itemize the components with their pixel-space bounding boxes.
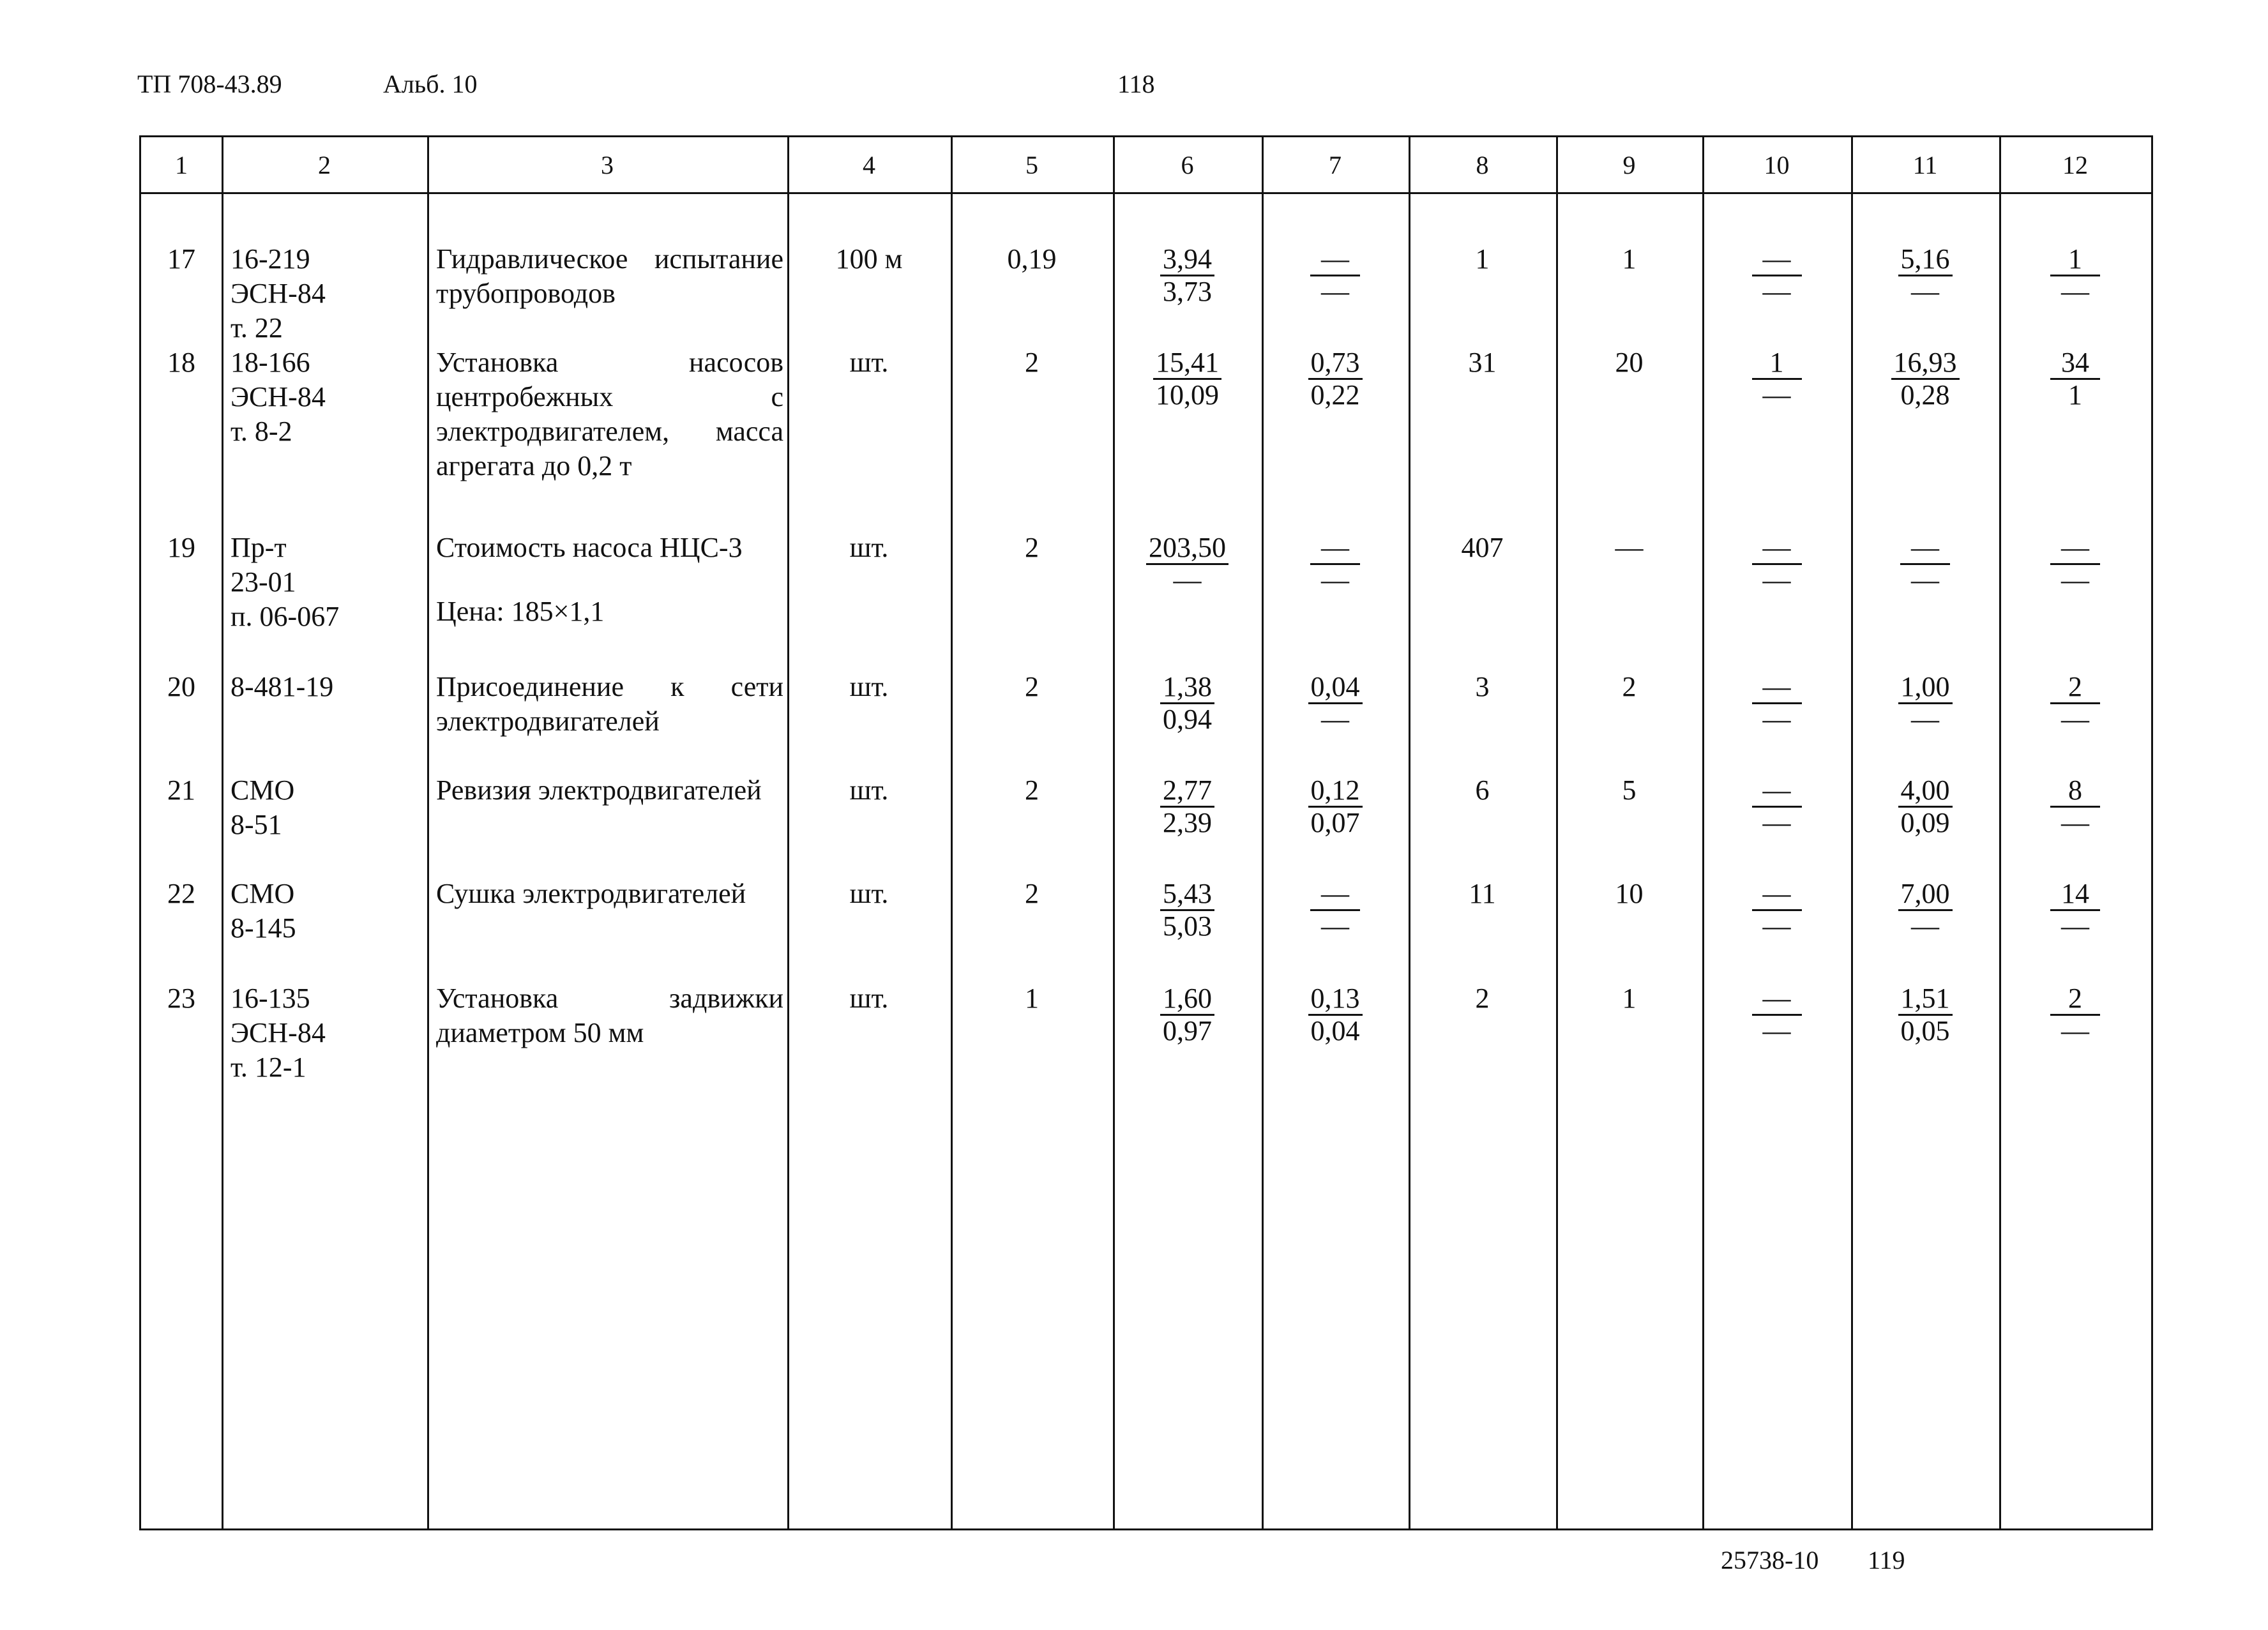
col-10-fraction <box>1752 983 1802 1046</box>
col-10-fraction-denominator: — <box>1762 379 1791 411</box>
col-6-fraction-denominator: 0,94 <box>1163 704 1212 735</box>
work-name <box>427 981 787 1050</box>
work-name <box>427 877 787 911</box>
col-12-fraction-denominator: 1 <box>2068 379 2082 411</box>
col-7-fraction-numerator: — <box>1310 879 1360 911</box>
column-header-3: 3 <box>601 150 614 179</box>
col-12-fraction-denominator: — <box>2061 910 2089 942</box>
norm-code <box>222 670 436 704</box>
column-header-12: 12 <box>2062 150 2088 179</box>
work-name <box>427 670 787 739</box>
col-7-fraction <box>1308 775 1363 838</box>
quantity: 2 <box>1025 532 1039 563</box>
col-10-fraction <box>1752 672 1802 735</box>
col-11-fraction <box>1898 879 1953 942</box>
col-7-fraction-numerator: 0,12 <box>1308 775 1363 808</box>
col-10-fraction <box>1752 879 1802 942</box>
column-header-6: 6 <box>1181 150 1194 179</box>
norm-code <box>222 877 436 946</box>
col-11-fraction-numerator: 5,16 <box>1898 244 1953 276</box>
work-name-text: Ревизия электродвигателей <box>436 774 762 806</box>
norm-code-line: 8-51 <box>231 809 282 840</box>
norm-code-line: 8-481-19 <box>231 671 334 702</box>
work-name-text: Присоединение к сети электродвигателей <box>436 671 783 737</box>
unit: шт. <box>849 878 889 909</box>
col-12-fraction <box>2050 879 2100 942</box>
col-6-fraction-denominator: — <box>1173 564 1202 596</box>
col-12-fraction-numerator: 8 <box>2050 775 2100 808</box>
footer-page-number: 119 <box>1868 1546 1905 1574</box>
col-11-fraction <box>1898 672 1953 735</box>
col-7-fraction <box>1310 532 1360 596</box>
col-10-fraction <box>1752 775 1802 838</box>
col-6-fraction-denominator: 5,03 <box>1163 910 1212 942</box>
col-6-fraction-numerator: 15,41 <box>1153 347 1221 380</box>
column-divider <box>1113 137 1115 1528</box>
col-7-fraction <box>1310 879 1360 942</box>
col-10-fraction-numerator: — <box>1752 775 1802 808</box>
column-header-2: 2 <box>318 150 331 179</box>
column-header-8: 8 <box>1476 150 1489 179</box>
col-11-fraction-numerator: 7,00 <box>1898 879 1953 911</box>
column-divider <box>787 137 789 1528</box>
col-11-fraction-denominator: — <box>1911 910 1939 942</box>
col-6-value <box>1113 242 1262 307</box>
quantity: 2 <box>1025 774 1039 806</box>
col-12-fraction <box>2050 347 2100 411</box>
unit: шт. <box>849 671 889 702</box>
col-10-fraction-denominator: — <box>1762 1015 1791 1046</box>
col-6-fraction-denominator: 3,73 <box>1163 276 1212 307</box>
quantity: 2 <box>1025 347 1039 378</box>
col-7-fraction-numerator: 0,73 <box>1308 347 1363 380</box>
col-7-fraction-numerator: — <box>1310 532 1360 565</box>
col-12-value <box>1999 242 2151 307</box>
col-9-value: 5 <box>1622 774 1637 806</box>
work-name <box>427 531 787 629</box>
col-11-fraction-denominator: — <box>1911 704 1939 735</box>
col-11-fraction-denominator: 0,28 <box>1900 379 1950 411</box>
col-10-fraction-denominator: — <box>1762 704 1791 735</box>
column-header-10: 10 <box>1764 150 1790 179</box>
col-11-fraction-denominator: — <box>1911 564 1939 596</box>
norm-code <box>222 773 436 842</box>
col-6-fraction-denominator: 0,97 <box>1163 1015 1212 1046</box>
col-6-fraction <box>1160 244 1214 307</box>
column-header-row <box>141 137 2151 194</box>
row-number: 21 <box>167 774 195 806</box>
col-6-fraction <box>1160 983 1214 1046</box>
col-8-value: 11 <box>1469 878 1496 909</box>
col-8-value: 3 <box>1475 671 1490 702</box>
footer-doc-number: 25738-10 <box>1721 1546 1819 1574</box>
col-11-fraction-numerator: — <box>1900 532 1950 565</box>
col-6-fraction <box>1160 879 1214 942</box>
col-8-value: 6 <box>1475 774 1490 806</box>
norm-code-line: ЭСН-84 <box>231 278 326 309</box>
col-12-fraction-numerator: 1 <box>2050 244 2100 276</box>
col-6-fraction-numerator: 1,60 <box>1160 983 1214 1016</box>
norm-code-line: 8-145 <box>231 912 296 944</box>
col-12-fraction-numerator: — <box>2050 532 2100 565</box>
col-7-value <box>1262 773 1409 838</box>
col-11-value <box>1851 981 1999 1046</box>
col-6-fraction-denominator: 10,09 <box>1156 379 1219 411</box>
col-7-fraction-denominator: — <box>1321 276 1349 307</box>
col-11-value <box>1851 670 1999 735</box>
col-7-fraction <box>1308 672 1363 735</box>
col-11-value <box>1851 531 1999 596</box>
col-7-fraction-denominator: — <box>1321 564 1349 596</box>
col-11-fraction-numerator: 1,51 <box>1898 983 1953 1016</box>
norm-code-line: ЭСН-84 <box>231 1017 326 1048</box>
col-6-value <box>1113 345 1262 411</box>
col-7-fraction <box>1310 244 1360 307</box>
col-10-fraction-denominator: — <box>1762 564 1791 596</box>
col-10-fraction-numerator: — <box>1752 532 1802 565</box>
col-9-value: 1 <box>1622 983 1637 1014</box>
col-7-fraction <box>1308 983 1363 1046</box>
col-11-value <box>1851 242 1999 307</box>
norm-code <box>222 345 436 449</box>
col-6-value <box>1113 670 1262 735</box>
col-11-fraction <box>1891 347 1960 411</box>
column-divider <box>1556 137 1558 1528</box>
col-10-fraction-numerator: — <box>1752 983 1802 1016</box>
column-header-4: 4 <box>863 150 875 179</box>
col-6-fraction <box>1160 775 1214 838</box>
column-divider <box>951 137 953 1528</box>
col-10-fraction-denominator: — <box>1762 807 1791 838</box>
column-header-11: 11 <box>1912 150 1938 179</box>
col-12-value <box>1999 345 2151 411</box>
norm-code-line: 16-219 <box>231 243 310 275</box>
col-7-value <box>1262 531 1409 596</box>
col-12-fraction-denominator: — <box>2061 564 2089 596</box>
quantity: 2 <box>1025 878 1039 909</box>
column-divider <box>1851 137 1853 1528</box>
unit: 100 м <box>835 243 903 275</box>
col-12-fraction-numerator: 34 <box>2050 347 2100 380</box>
col-12-value <box>1999 981 2151 1046</box>
column-header-1: 1 <box>175 150 188 179</box>
col-11-fraction <box>1898 244 1953 307</box>
page-number: 118 <box>1117 70 1155 98</box>
col-7-fraction-denominator: 0,04 <box>1310 1015 1360 1046</box>
work-name-text: Гидравлическое испытание трубопроводов <box>436 243 783 309</box>
col-11-value <box>1851 773 1999 838</box>
col-6-fraction-denominator: 2,39 <box>1163 807 1212 838</box>
column-divider <box>1262 137 1264 1528</box>
col-12-fraction <box>2050 775 2100 838</box>
norm-code-line: п. 06-067 <box>231 601 340 632</box>
col-11-fraction <box>1900 532 1950 596</box>
norm-code-line: ЭСН-84 <box>231 381 326 412</box>
document-code: ТП 708-43.89 <box>137 70 282 98</box>
column-divider <box>222 137 223 1528</box>
column-header-9: 9 <box>1622 150 1636 179</box>
col-12-fraction <box>2050 532 2100 596</box>
col-9-value: 10 <box>1615 878 1644 909</box>
norm-code-line: СМО <box>231 878 295 909</box>
col-10-fraction-numerator: — <box>1752 244 1802 276</box>
col-8-value: 407 <box>1461 532 1504 563</box>
column-divider <box>1409 137 1410 1528</box>
norm-code <box>222 981 436 1085</box>
row-number: 20 <box>167 671 195 702</box>
col-9-value: 20 <box>1615 347 1644 378</box>
col-12-fraction-numerator: 2 <box>2050 983 2100 1016</box>
unit: шт. <box>849 347 889 378</box>
col-10-fraction-numerator: — <box>1752 672 1802 704</box>
col-12-fraction <box>2050 983 2100 1046</box>
norm-code-line: 18-166 <box>231 347 310 378</box>
col-11-fraction-numerator: 4,00 <box>1898 775 1953 808</box>
col-12-value <box>1999 531 2151 596</box>
unit: шт. <box>849 983 889 1014</box>
col-11-fraction-denominator: 0,05 <box>1900 1015 1950 1046</box>
row-number: 19 <box>167 532 195 563</box>
row-number: 22 <box>167 878 195 909</box>
col-10-value <box>1702 531 1851 596</box>
col-10-value <box>1702 877 1851 942</box>
col-12-value <box>1999 877 2151 942</box>
col-6-fraction-numerator: 5,43 <box>1160 879 1214 911</box>
work-name-text: Стоимость насоса НЦС-3 <box>436 532 743 563</box>
norm-code-line: 16-135 <box>231 983 310 1014</box>
col-12-fraction-denominator: — <box>2061 807 2089 838</box>
col-12-fraction-denominator: — <box>2061 704 2089 735</box>
work-name <box>427 773 787 808</box>
col-12-value <box>1999 773 2151 838</box>
col-12-fraction-denominator: — <box>2061 276 2089 307</box>
col-12-value <box>1999 670 2151 735</box>
col-10-value <box>1702 242 1851 307</box>
column-header-7: 7 <box>1329 150 1342 179</box>
col-11-value <box>1851 345 1999 411</box>
norm-code-line: т. 22 <box>231 312 283 343</box>
col-12-fraction <box>2050 672 2100 735</box>
album-label: Альб. 10 <box>383 70 478 98</box>
col-9-value: — <box>1615 532 1644 563</box>
col-11-fraction-denominator: — <box>1911 276 1939 307</box>
work-name-text: Установка задвижки диаметром 50 мм <box>436 983 783 1048</box>
col-7-fraction-numerator: — <box>1310 244 1360 276</box>
col-7-fraction-numerator: 0,04 <box>1308 672 1363 704</box>
column-divider <box>1999 137 2001 1528</box>
column-divider <box>1702 137 1704 1528</box>
col-9-value: 1 <box>1622 243 1637 275</box>
col-10-value <box>1702 773 1851 838</box>
norm-code-line: Пр-т <box>231 532 287 563</box>
col-8-value: 1 <box>1475 243 1490 275</box>
col-6-fraction-numerator: 203,50 <box>1146 532 1228 565</box>
col-10-fraction-denominator: — <box>1762 276 1791 307</box>
norm-code <box>222 531 436 634</box>
unit: шт. <box>849 532 889 563</box>
work-name-note: Цена: 185×1,1 <box>436 596 605 627</box>
column-header-5: 5 <box>1025 150 1038 179</box>
col-7-fraction-denominator: — <box>1321 704 1349 735</box>
col-11-fraction-numerator: 1,00 <box>1898 672 1953 704</box>
work-name-text: Установка насосов центробежных с электродвигателем, масса агрегата до 0,2 т <box>436 347 783 481</box>
quantity: 1 <box>1025 983 1039 1014</box>
col-12-fraction-numerator: 14 <box>2050 879 2100 911</box>
col-7-value <box>1262 877 1409 942</box>
col-8-value: 31 <box>1468 347 1497 378</box>
col-7-fraction-denominator: — <box>1321 910 1349 942</box>
col-6-fraction <box>1153 347 1221 411</box>
col-6-fraction <box>1160 672 1214 735</box>
col-6-fraction-numerator: 1,38 <box>1160 672 1214 704</box>
col-12-fraction-numerator: 2 <box>2050 672 2100 704</box>
col-10-value <box>1702 981 1851 1046</box>
norm-code-line: т. 12-1 <box>231 1052 306 1083</box>
norm-code-line: СМО <box>231 774 295 806</box>
col-6-value <box>1113 531 1262 596</box>
col-7-fraction-numerator: 0,13 <box>1308 983 1363 1016</box>
estimate-table <box>139 135 2153 1530</box>
col-7-fraction-denominator: 0,22 <box>1310 379 1360 411</box>
col-10-value <box>1702 670 1851 735</box>
work-name <box>427 242 787 311</box>
col-11-value <box>1851 877 1999 942</box>
norm-code-line: т. 8-2 <box>231 416 292 447</box>
unit: шт. <box>849 774 889 806</box>
row-number: 18 <box>167 347 195 378</box>
col-7-value <box>1262 981 1409 1046</box>
col-6-fraction-numerator: 2,77 <box>1160 775 1214 808</box>
col-7-fraction-denominator: 0,07 <box>1310 807 1360 838</box>
work-name <box>427 345 787 483</box>
quantity: 2 <box>1025 671 1039 702</box>
row-number: 17 <box>167 243 195 275</box>
col-6-value <box>1113 773 1262 838</box>
col-11-fraction <box>1898 775 1953 838</box>
col-6-fraction-numerator: 3,94 <box>1160 244 1214 276</box>
quantity: 0,19 <box>1007 243 1057 275</box>
col-11-fraction <box>1898 983 1953 1046</box>
col-12-fraction <box>2050 244 2100 307</box>
col-12-fraction-denominator: — <box>2061 1015 2089 1046</box>
col-6-value <box>1113 981 1262 1046</box>
col-10-fraction <box>1752 347 1802 411</box>
col-10-fraction-denominator: — <box>1762 910 1791 942</box>
col-6-fraction <box>1146 532 1228 596</box>
col-11-fraction-numerator: 16,93 <box>1891 347 1960 380</box>
col-11-fraction-denominator: 0,09 <box>1900 807 1950 838</box>
col-7-value <box>1262 670 1409 735</box>
col-7-value <box>1262 345 1409 411</box>
col-7-value <box>1262 242 1409 307</box>
col-8-value: 2 <box>1475 983 1490 1014</box>
col-10-fraction-numerator: 1 <box>1752 347 1802 380</box>
col-7-fraction <box>1308 347 1363 411</box>
row-number: 23 <box>167 983 195 1014</box>
work-name-text: Сушка электродвигателей <box>436 878 746 909</box>
norm-code <box>222 242 436 345</box>
col-10-fraction <box>1752 532 1802 596</box>
column-divider <box>427 137 429 1528</box>
col-10-fraction <box>1752 244 1802 307</box>
col-6-value <box>1113 877 1262 942</box>
col-10-fraction-numerator: — <box>1752 879 1802 911</box>
col-9-value: 2 <box>1622 671 1637 702</box>
col-10-value <box>1702 345 1851 411</box>
norm-code-line: 23-01 <box>231 566 296 598</box>
